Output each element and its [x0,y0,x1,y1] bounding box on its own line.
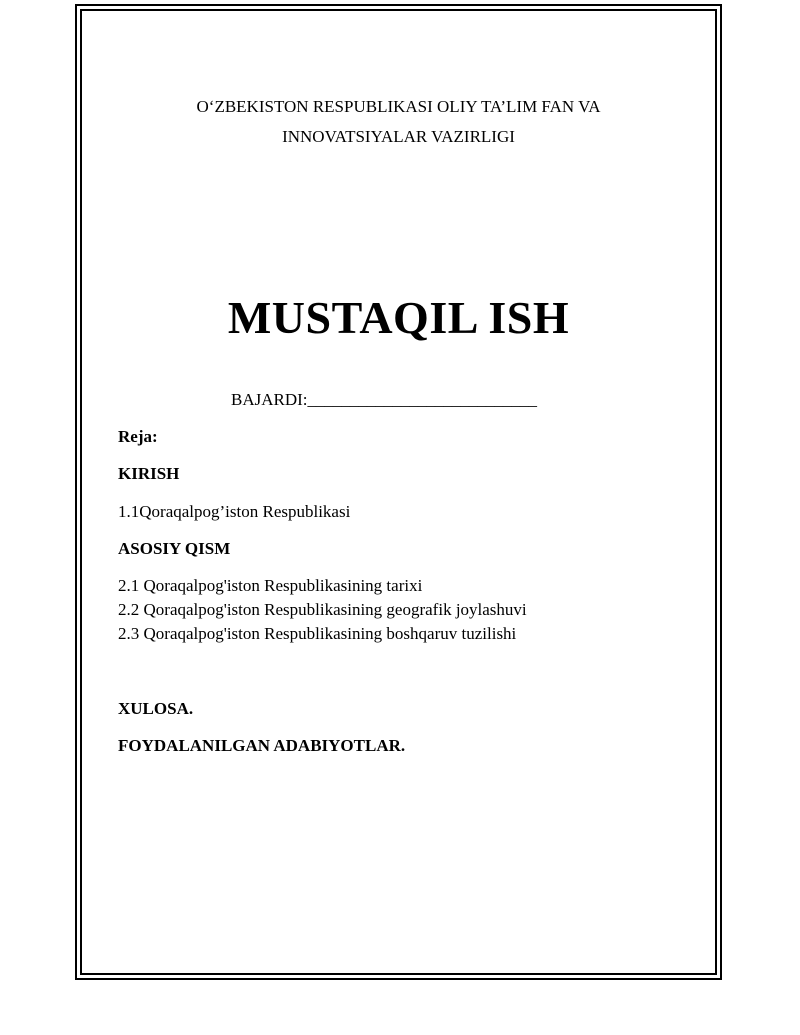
page-border-inner [80,9,717,975]
bajardi-blank: ___________________________ [307,390,538,409]
bajardi-label: BAJARDI: [231,390,308,409]
main-item: 2.3 Qoraqalpog'iston Respublikasining boshqaruv tuzilishi [118,624,517,643]
ministry-line-1: O‘ZBEKISTON RESPUBLIKASI OLIY TA’LIM FAN VA [196,97,601,116]
main-item: 2.1 Qoraqalpog'iston Respublikasining tarixi [118,576,423,595]
main-heading: ASOSIY QISM [118,539,231,558]
intro-heading: KIRISH [118,464,180,483]
references-heading: FOYDALANILGAN ADABIYOTLAR. [118,736,406,755]
bajardi-line [231,389,537,411]
main-item: 2.2 Qoraqalpog'iston Respublikasining geografik joylashuvi [118,600,527,619]
conclusion-heading: XULOSA. [118,699,194,718]
intro-item: 1.1Qoraqalpog’iston Respublikasi [118,502,351,521]
document-title: MUSTAQIL ISH [227,292,570,343]
ministry-line-2: INNOVATSIYALAR VAZIRLIGI [282,127,515,146]
plan-heading: Reja: [118,427,158,446]
ministry-header [80,92,717,152]
